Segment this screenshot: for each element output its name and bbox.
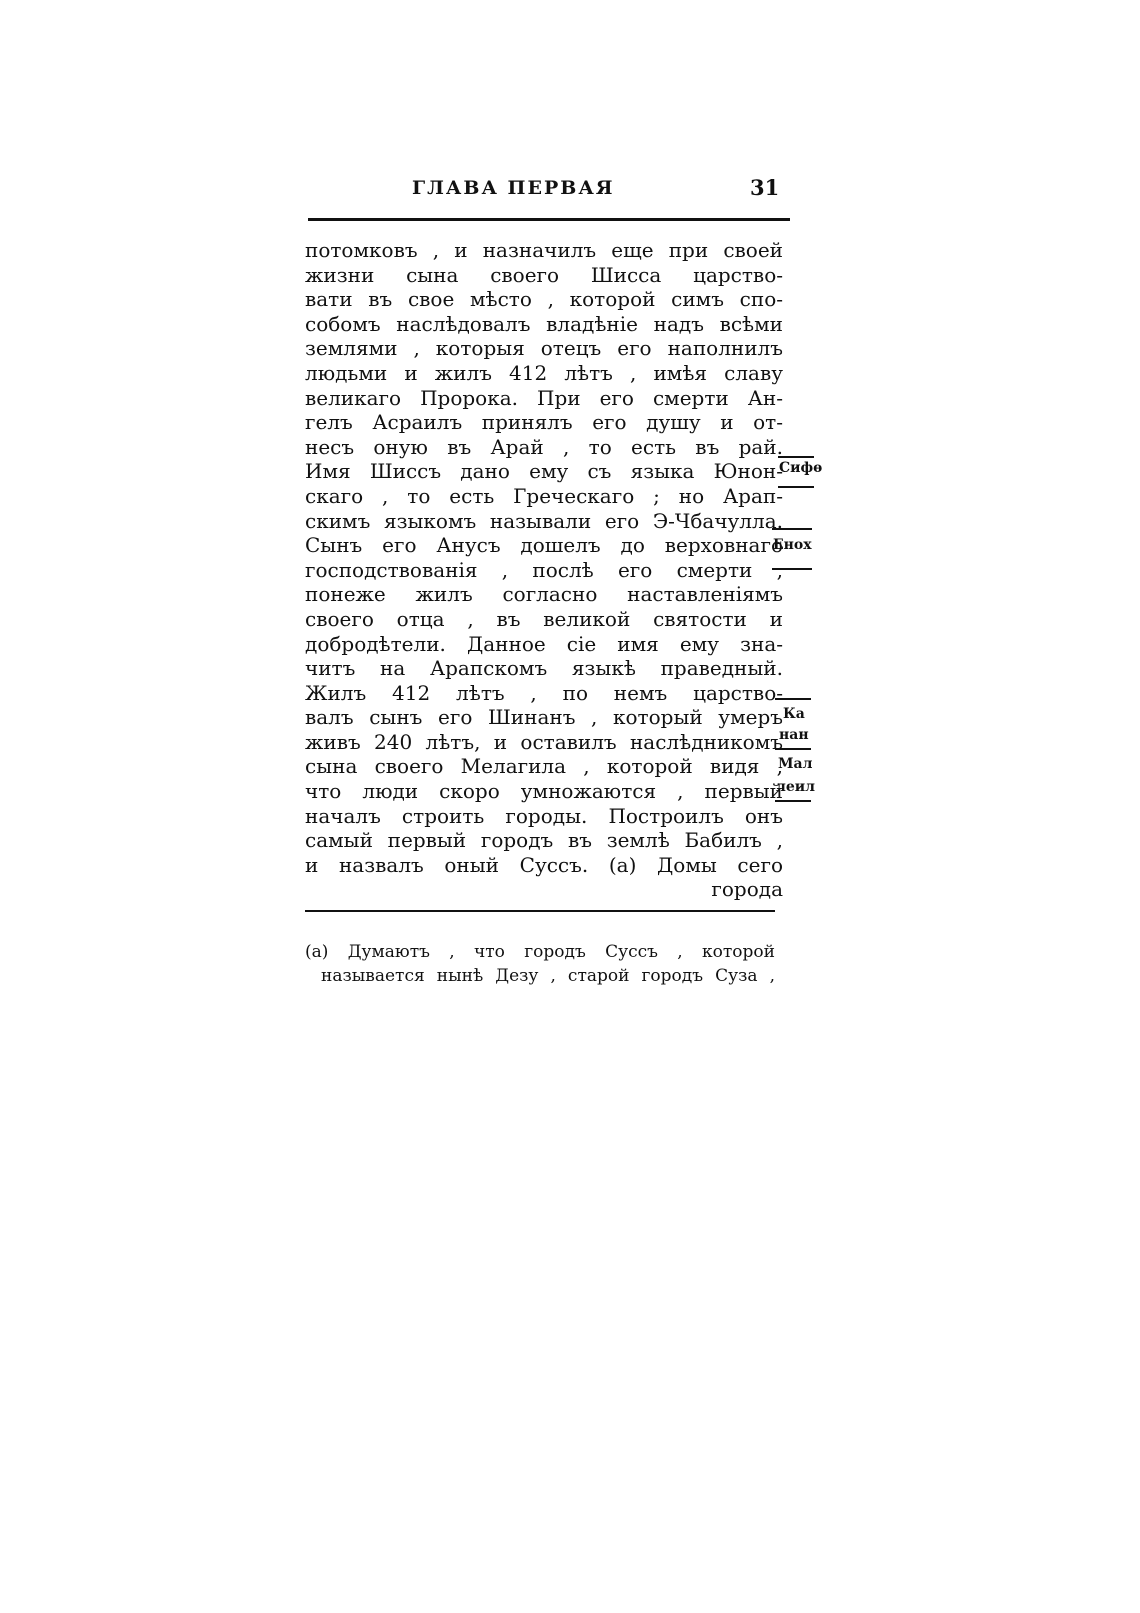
footnotes — [305, 940, 775, 988]
margin-note-rule — [775, 698, 811, 700]
catchword: города — [711, 877, 783, 902]
margin-note-malel-1: Мал — [778, 756, 813, 772]
margin-note-enoch: Енох — [773, 537, 812, 553]
margin-note-rule — [778, 456, 814, 458]
text-line: Сынъ его Анусъ дошелъ до верховнаго — [305, 533, 783, 558]
text-line: господствованія , послѣ его смерти , — [305, 557, 783, 582]
text-line: началъ строить городы. Построилъ онъ — [305, 803, 783, 828]
text-line: живъ 240 лѣтъ, и оставилъ наслѣдникомъ — [305, 729, 783, 754]
running-title: ГЛАВА ПЕРВАЯ — [412, 177, 615, 199]
text-line: несъ оную въ Арай , то есть въ рай. — [305, 434, 783, 459]
text-line: добродѣтели. Данное сіе имя ему зна- — [305, 631, 783, 656]
text-line: скимъ языкомъ называли его Э-Чбачулла. — [305, 508, 783, 533]
footnote-line: называется нынѣ Дезу , старой городъ Суза , — [321, 966, 775, 986]
margin-note-rule — [778, 486, 814, 488]
text-line: Жилъ 412 лѣтъ , по немъ царство- — [305, 680, 783, 705]
body-text — [305, 238, 783, 902]
text-line: понеже жилъ согласно наставленіямъ — [305, 582, 783, 607]
text-line: валъ сынъ его Шинанъ , который умеръ — [305, 705, 783, 730]
page-number: 31 — [750, 175, 780, 200]
text-line: Имя Шиссъ дано ему съ языка Юнон- — [305, 459, 783, 484]
margin-note-rule — [772, 528, 812, 530]
text-line: землями , которыя отецъ его наполнилъ — [305, 336, 783, 361]
margin-note-malel-2: леил — [776, 779, 816, 795]
margin-note-rule — [775, 800, 811, 802]
text-line: скаго , то есть Греческаго ; но Арап- — [305, 483, 783, 508]
text-line: своего отца , въ великой святости и — [305, 606, 783, 631]
margin-note-sifth: Сифѳ — [779, 460, 823, 476]
text-line: жизни сына своего Шисса царство- — [305, 262, 783, 287]
margin-note-rule — [775, 748, 811, 750]
header-rule — [308, 218, 790, 221]
text-line: сына своего Мелагила , которой видя , — [305, 754, 783, 779]
text-line: что люди скоро умножаются , первый — [305, 779, 783, 804]
footnote-rule — [305, 910, 775, 912]
text-line: потомковъ , и назначилъ еще при своей — [305, 238, 783, 262]
text-line: читъ на Арапскомъ языкѣ праведный. — [305, 656, 783, 681]
text-line: гелъ Асраилъ принялъ его душу и от- — [305, 410, 783, 435]
text-line: собомъ наслѣдовалъ владѣніе надъ всѣми — [305, 311, 783, 336]
margin-note-rule — [772, 568, 812, 570]
text-line: и назвалъ оный Суссъ. (a) Домы сего — [305, 852, 783, 877]
text-line: вати въ свое мѣсто , которой симъ спо- — [305, 287, 783, 312]
text-line: самый первый городъ въ землѣ Бабилъ , — [305, 828, 783, 853]
footnote-line: (a) Думаютъ , что городъ Суссъ , которой — [305, 942, 775, 962]
margin-note-kainan-1: Ка — [783, 706, 805, 722]
text-line: великаго Пророка. При его смерти Ан- — [305, 385, 783, 410]
margin-note-kainan-2: нан — [779, 727, 809, 743]
text-line: людьми и жилъ 412 лѣтъ , имѣя славу — [305, 360, 783, 385]
page-header — [380, 175, 800, 205]
